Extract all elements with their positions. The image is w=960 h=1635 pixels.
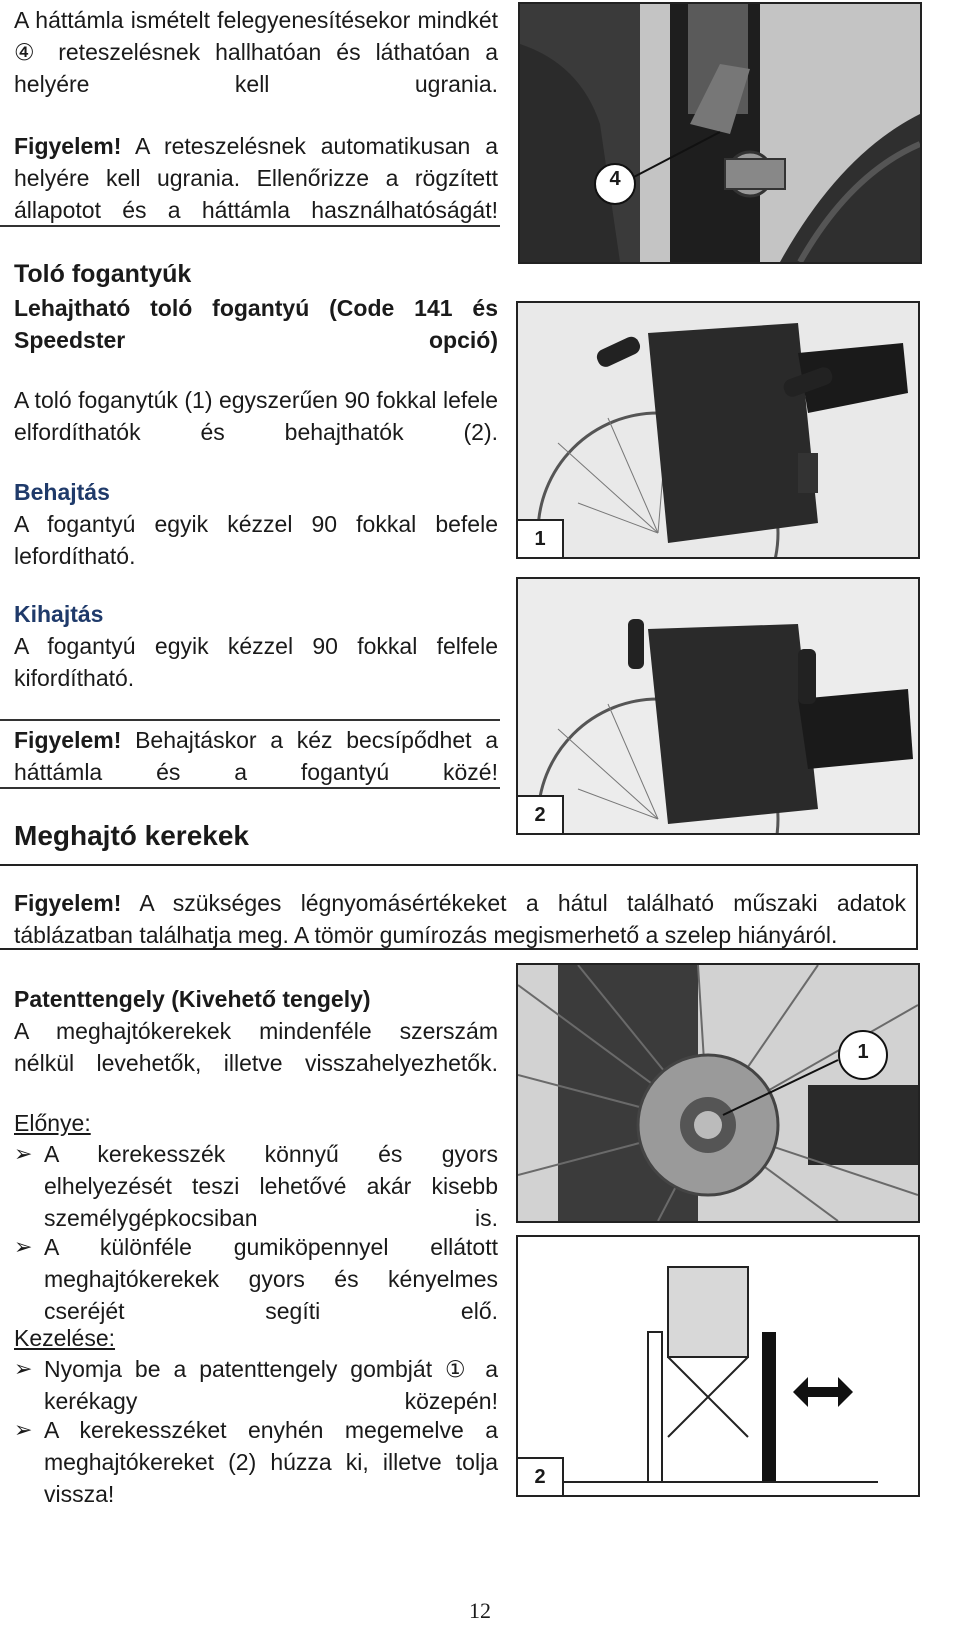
pinch-warning	[14, 724, 498, 788]
push-handles-subheading: Lehajtható toló fogantyú (Code 141 és Speedster opció)	[14, 295, 498, 353]
handles-upright-photo	[516, 301, 920, 559]
figure-number: 2	[518, 795, 564, 833]
bullet-arrow-icon: ➢	[14, 1141, 33, 1166]
callout-1: 1	[857, 1041, 869, 1063]
quick-release-axle-text: A meghajtókerekek mindenféle szerszám nélkül levehetők, illetve visszahelyezhetők.	[14, 1018, 498, 1076]
warning-text: A szükséges légnyomásértékeket a hátul található műszaki adatok táblázatban találhatja meg. A tömör gumírozás megismerhető a szelep hiányáról.	[14, 890, 906, 948]
advantage-item: A különféle gumiköpennyel ellátott meghajtókerekek gyors és kényelmes cseréjét segíti elő.	[44, 1234, 498, 1324]
wheelchair-backrest-illustration	[518, 579, 918, 833]
bullet-arrow-icon: ➢	[14, 1356, 33, 1381]
wheel-hub-illustration	[518, 965, 918, 1221]
backrest-relock-paragraph: A háttámla ismételt felegyenesítésekor mindkét ④ reteszelésnek hallhatóan és láthatóan a helyére kell ugrania.	[14, 7, 498, 97]
pinch-warning-topline	[0, 719, 500, 721]
quick-release-hub-photo	[516, 963, 920, 1223]
warning-text: A reteszelésnek automatikusan a helyére kell ugrania. Ellenőrizze a rögzített állapotot és a háttámla használhatóságát!	[14, 133, 498, 223]
pinch-warning-bottomline	[0, 787, 500, 789]
advantage-item: A kerekesszék könnyű és gyors elhelyezését teszi lehetővé akár kisebb személygépkocsiban is.	[44, 1141, 498, 1231]
usage-item: Nyomja be a patenttengely gombját ① a kerékagy közepén!	[44, 1356, 498, 1414]
handles-folded-photo	[516, 577, 920, 835]
warning-label: Figyelem!	[14, 133, 122, 159]
bullet-arrow-icon: ➢	[14, 1417, 33, 1442]
callout-4: 4	[609, 168, 621, 190]
unfold-heading: Kihajtás	[14, 601, 104, 627]
drive-wheels-heading: Meghajtó kerekek	[14, 820, 249, 851]
page-number: 12	[469, 1598, 491, 1623]
unfold-text: A fogantyú egyik kézzel 90 fokkal felfele kifordítható.	[14, 633, 498, 691]
warning-underline	[0, 225, 500, 227]
wheelchair-backrest-illustration	[518, 303, 918, 557]
advantages-label: Előnye:	[14, 1110, 91, 1136]
wheel-removal-drawing	[516, 1235, 920, 1497]
fold-text: A fogantyú egyik kézzel 90 fokkal befele lefordítható.	[14, 511, 498, 569]
usage-label: Kezelése:	[14, 1325, 116, 1351]
usage-item: A kerekesszéket enyhén megemelve a meghajtókereket (2) húzza ki, illetve tolja vissza!	[44, 1417, 498, 1507]
backrest-lock-photo	[518, 2, 922, 264]
quick-release-axle-heading: Patenttengely (Kivehető tengely)	[14, 986, 371, 1012]
warning-text: Behajtáskor a kéz becsípődhet a háttámla és a fogantyú közé!	[14, 727, 498, 785]
wheelchair-line-drawing	[518, 1237, 918, 1495]
backrest-warning	[14, 130, 498, 226]
warning-label: Figyelem!	[14, 890, 122, 916]
bullet-arrow-icon: ➢	[14, 1234, 33, 1259]
warning-label: Figyelem!	[14, 727, 122, 753]
push-handles-heading: Toló fogantyúk	[14, 260, 192, 288]
push-handles-intro: A toló foganytúk (1) egyszerűen 90 fokkal lefele elfordíthatók és behajthatók (2).	[14, 387, 498, 445]
tyre-pressure-warning	[14, 887, 906, 951]
figure-number: 1	[518, 519, 564, 557]
backrest-lock-illustration	[520, 4, 920, 262]
fold-heading: Behajtás	[14, 479, 110, 505]
figure-number: 2	[518, 1457, 564, 1495]
